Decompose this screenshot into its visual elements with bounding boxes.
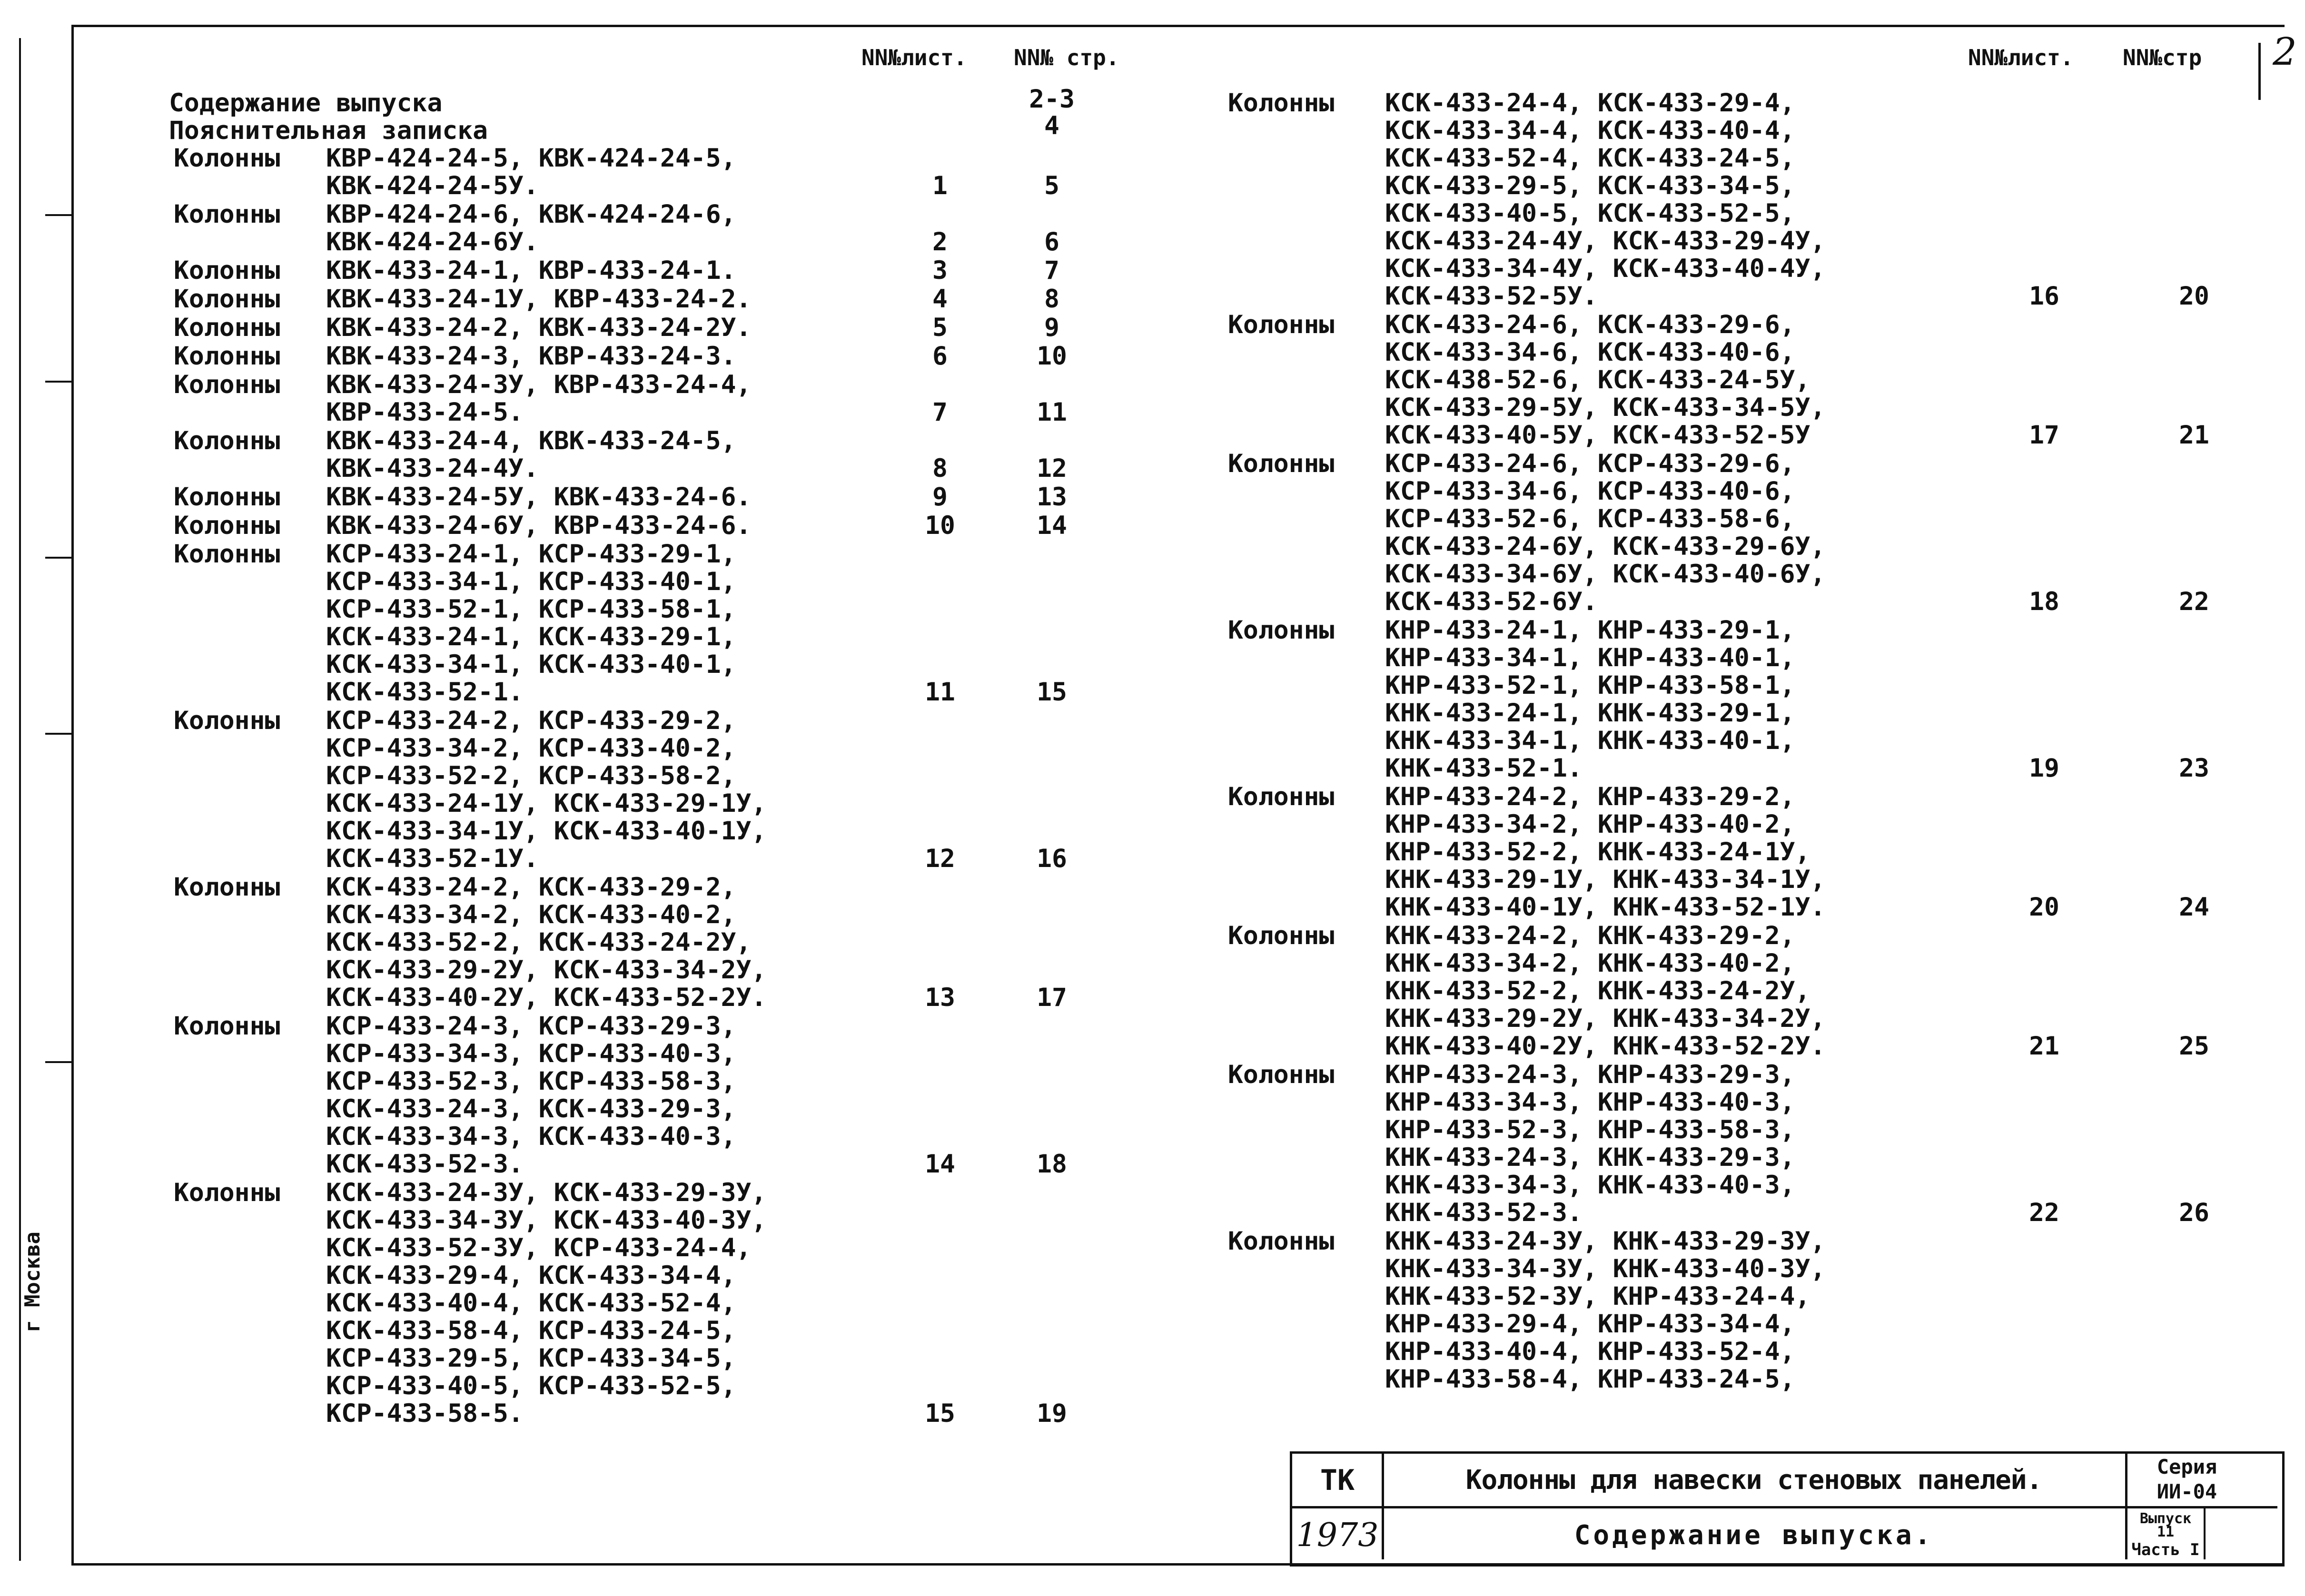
margin-line — [19, 38, 21, 1561]
entry-label: Колонны — [1228, 921, 1335, 950]
entry-line: КВК-433-24-1, КВР-433-24-1. — [326, 256, 736, 285]
entry-line: КСК-433-24-3, КСК-433-29-3, — [326, 1094, 736, 1123]
entry-page-number: 15 — [1037, 678, 1067, 707]
entry-line: КСР-433-34-2, КСР-433-40-2, — [326, 734, 736, 763]
entry-sheet-number: 10 — [925, 511, 955, 540]
entry-line: КНР-433-29-4, КНР-433-34-4, — [1385, 1310, 1795, 1339]
contents-entry — [1228, 311, 2275, 449]
entry-sheet-number: 19 — [2029, 754, 2059, 783]
entry-label: Колонны — [174, 873, 280, 902]
entry-sheet-number: 13 — [925, 983, 955, 1012]
entry-line: КСР-433-58-5. — [326, 1399, 524, 1428]
entry-line: КСК-433-34-3, КСК-433-40-3, — [326, 1122, 736, 1151]
entry-line: КНР-433-34-3, КНР-433-40-3, — [1385, 1088, 1795, 1117]
entry-line: КСК-433-40-5, КСК-433-52-5, — [1385, 199, 1795, 228]
margin-tick — [45, 381, 71, 383]
entry-label: Колонны — [174, 706, 280, 735]
entry-line: КСК-433-52-3. — [326, 1150, 524, 1179]
entry-label: Колонны — [1228, 616, 1335, 645]
margin-city-text: г Москва — [20, 1231, 45, 1332]
entry-line: КСК-433-29-4, КСК-433-34-4, — [326, 1261, 736, 1290]
entry-line: КСК-433-24-6У, КСК-433-29-6У, — [1385, 532, 1826, 561]
contents-entry — [174, 286, 1126, 313]
entry-label: Колонны — [174, 342, 280, 371]
entry-sheet-number: 22 — [2029, 1198, 2059, 1227]
intro-row-note — [169, 117, 488, 145]
entry-page-number: 11 — [1037, 398, 1067, 427]
entry-line: КНР-433-24-3, КНР-433-29-3, — [1385, 1060, 1795, 1089]
entry-line: КСК-433-52-1. — [326, 678, 524, 707]
entry-line: КСР-433-52-2, КСР-433-58-2, — [326, 761, 736, 790]
entry-line: КСК-433-24-4, КСК-433-29-4, — [1385, 89, 1795, 118]
entry-line: КСК-433-40-4, КСК-433-52-4, — [326, 1289, 736, 1318]
left-contents-column — [174, 145, 1126, 1429]
contents-entry — [1228, 922, 2275, 1060]
entry-line: КВК-433-24-5У, КВК-433-24-6. — [326, 483, 752, 512]
entry-line: КСК-433-34-6, КСК-433-40-6, — [1385, 338, 1795, 367]
entry-sheet-number: 8 — [932, 454, 948, 483]
margin-tick — [45, 733, 71, 735]
entry-line: КВР-424-24-6, КВК-424-24-6, — [326, 200, 736, 229]
entry-page-number: 19 — [1037, 1399, 1067, 1428]
entry-line: КНР-433-52-2, КНК-433-24-1У, — [1385, 837, 1810, 867]
top-border — [71, 25, 2285, 27]
entry-line: КНР-433-24-1, КНР-433-29-1, — [1385, 616, 1795, 645]
stamp-part-label: Часть I — [2131, 1540, 2200, 1559]
entry-line: КСК-433-34-3У, КСК-433-40-3У, — [326, 1206, 767, 1235]
entry-label: Колонны — [1228, 310, 1335, 339]
entry-sheet-number: 14 — [925, 1150, 955, 1179]
entry-label: Колонны — [174, 1012, 280, 1041]
entry-line: КСК-433-52-4, КСК-433-24-5, — [1385, 144, 1795, 173]
entry-label: Колонны — [174, 285, 280, 314]
entry-label: Колонны — [174, 426, 280, 455]
entry-sheet-number: 7 — [932, 398, 948, 427]
entry-sheet-number: 20 — [2029, 893, 2059, 922]
entry-line: КСК-433-52-5У. — [1385, 282, 1598, 311]
entry-sheet-number: 3 — [932, 256, 948, 285]
entry-label: Колонны — [174, 370, 280, 399]
left-border — [71, 25, 74, 1566]
entry-page-number: 23 — [2179, 754, 2209, 783]
entry-line: КВК-424-24-5У. — [326, 171, 539, 200]
entry-page-number: 17 — [1037, 983, 1067, 1012]
entry-sheet-number: 17 — [2029, 421, 2059, 450]
entry-line: КНК-433-52-2, КНК-433-24-2У, — [1385, 976, 1810, 1005]
entry-line: КВР-424-24-5, КВК-424-24-5, — [326, 144, 736, 173]
entry-line: КСР-433-34-6, КСР-433-40-6, — [1385, 477, 1795, 506]
entry-label: Колонны — [174, 540, 280, 569]
intro-text: Содержание выпуска — [169, 89, 443, 118]
entry-sheet-number: 9 — [932, 483, 948, 512]
intro-row-contents — [169, 89, 442, 117]
entry-line: КСК-433-58-4, КСР-433-24-5, — [326, 1316, 736, 1345]
entry-line: КСР-433-29-5, КСР-433-34-5, — [326, 1344, 736, 1373]
contents-entry — [174, 201, 1126, 256]
contents-entry — [174, 483, 1126, 511]
stamp-issue-label: Выпуск — [2139, 1510, 2192, 1527]
entry-page-number: 14 — [1037, 511, 1067, 540]
entry-page-number: 20 — [2179, 282, 2209, 311]
entry-line: КНК-433-40-1У, КНК-433-52-1У. — [1385, 893, 1826, 922]
contents-entry — [174, 1179, 1126, 1428]
entry-line: КСР-433-52-1, КСР-433-58-1, — [326, 595, 736, 624]
stamp-title: Колонны для навески стеновых панелей. — [1465, 1465, 2042, 1496]
entry-page-number: 7 — [1044, 256, 1059, 285]
entry-line: КСК-433-29-5, КСК-433-34-5, — [1385, 171, 1795, 200]
stamp-issue-value: 11 — [2157, 1524, 2175, 1540]
page-column-header-right: NN№стр — [2123, 45, 2202, 70]
entry-label: Колонны — [174, 313, 280, 342]
contents-entry — [1228, 1061, 2275, 1227]
stamp-series-value: ИИ-04 — [2157, 1480, 2217, 1503]
entry-page-number: 10 — [1037, 342, 1067, 371]
sheet-column-header-right: NN№лист. — [1968, 45, 2074, 70]
entry-page-number: 8 — [1044, 285, 1059, 314]
stamp-divider — [1382, 1454, 1384, 1559]
entry-line: КВК-433-24-2, КВК-433-24-2У. — [326, 313, 752, 342]
entry-line: КНК-433-34-1, КНК-433-40-1, — [1385, 726, 1795, 755]
entry-label: Колонны — [1228, 1060, 1335, 1089]
entry-sheet-number: 5 — [932, 313, 948, 342]
entry-page-number: 22 — [2179, 587, 2209, 616]
entry-line: КСК-433-34-6У, КСК-433-40-6У, — [1385, 560, 1826, 589]
entry-label: Колонны — [174, 200, 280, 229]
entry-line: КСК-433-24-1, КСК-433-29-1, — [326, 622, 736, 651]
entry-line: КНК-433-52-1. — [1385, 754, 1583, 783]
entry-line: КНР-433-40-4, КНР-433-52-4, — [1385, 1337, 1795, 1366]
entry-line: КНК-433-24-3, КНК-433-29-3, — [1385, 1143, 1795, 1172]
contents-entry — [174, 257, 1126, 285]
entry-line: КСК-433-52-1У. — [326, 844, 539, 873]
title-block — [1290, 1451, 2285, 1566]
entry-line: КСК-433-24-1У, КСК-433-29-1У, — [326, 789, 767, 818]
entry-label: Колонны — [174, 144, 280, 173]
entry-line: КСР-433-34-1, КСР-433-40-1, — [326, 567, 736, 596]
entry-line: КСР-433-52-3, КСР-433-58-3, — [326, 1067, 736, 1096]
entry-label: Колонны — [174, 511, 280, 540]
entry-line: КСР-433-24-3, КСР-433-29-3, — [326, 1012, 736, 1041]
entry-line: КНК-433-34-2, КНК-433-40-2, — [1385, 949, 1795, 978]
entry-line: КСК-433-29-2У, КСК-433-34-2У, — [326, 956, 767, 985]
entry-sheet-number: 4 — [932, 285, 948, 314]
entry-line: КНР-433-24-2, КНР-433-29-2, — [1385, 782, 1795, 811]
right-contents-column — [1228, 89, 2275, 1394]
entry-sheet-number: 12 — [925, 844, 955, 873]
entry-line: КСК-433-29-5У, КСК-433-34-5У, — [1385, 393, 1826, 422]
entry-label: Колонны — [174, 483, 280, 512]
entry-sheet-number: 18 — [2029, 587, 2059, 616]
entry-line: КСР-433-24-2, КСР-433-29-2, — [326, 706, 736, 735]
entry-line: КСК-433-40-5У, КСК-433-52-5У — [1385, 421, 1810, 450]
entry-page-number: 6 — [1044, 227, 1059, 256]
entry-page-number: 21 — [2179, 421, 2209, 450]
margin-tick — [45, 557, 71, 559]
entry-line: КНК-433-34-3, КНК-433-40-3, — [1385, 1171, 1795, 1200]
entry-line: КСК-433-40-2У, КСК-433-52-2У. — [326, 983, 767, 1012]
intro-text: Пояснительная записка — [169, 116, 488, 145]
entry-line: КВР-433-24-5. — [326, 398, 524, 427]
contents-entry — [1228, 617, 2275, 782]
entry-line: КСК-433-24-3У, КСК-433-29-3У, — [326, 1178, 767, 1207]
stamp-year: 1973 — [1296, 1517, 1379, 1554]
entry-line: КНР-433-34-1, КНР-433-40-1, — [1385, 643, 1795, 672]
entry-line: КСК-433-24-2, КСК-433-29-2, — [326, 873, 736, 902]
entry-line: КНК-433-29-2У, КНК-433-34-2У, — [1385, 1004, 1826, 1033]
entry-line: КВК-424-24-6У. — [326, 227, 539, 256]
contents-entry — [174, 707, 1126, 873]
stamp-subtitle: Содержание выпуска. — [1574, 1520, 1934, 1551]
entry-sheet-number: 11 — [925, 678, 955, 707]
contents-entry — [174, 371, 1126, 426]
contents-entry — [1228, 450, 2275, 616]
contents-entry — [174, 343, 1126, 370]
entry-line: КСР-433-34-3, КСР-433-40-3, — [326, 1039, 736, 1068]
entry-page-number: 18 — [1037, 1150, 1067, 1179]
entry-page-number: 24 — [2179, 893, 2209, 922]
stamp-series-label: Серия — [2157, 1455, 2217, 1478]
contents-entry — [174, 145, 1126, 200]
entry-label: Колонны — [1228, 89, 1335, 118]
margin-tick — [45, 1061, 71, 1063]
entry-page-number: 12 — [1037, 454, 1067, 483]
stamp-org: ТК — [1320, 1464, 1355, 1497]
entry-page-number: 16 — [1037, 844, 1067, 873]
contents-entry — [174, 314, 1126, 342]
entry-line: КНР-433-52-1, КНР-433-58-1, — [1385, 671, 1795, 700]
entry-sheet-number: 15 — [925, 1399, 955, 1428]
stamp-divider — [1292, 1506, 2277, 1508]
entry-page-number: 26 — [2179, 1198, 2209, 1227]
entry-line: КНР-433-34-2, КНР-433-40-2, — [1385, 810, 1795, 839]
entry-sheet-number: 16 — [2029, 282, 2059, 311]
entry-line: КВК-433-24-6У, КВР-433-24-6. — [326, 511, 752, 540]
entry-line: КСК-433-34-4У, КСК-433-40-4У, — [1385, 254, 1826, 283]
stamp-divider — [2204, 1507, 2206, 1559]
entry-line: КВК-433-24-3У, КВР-433-24-4, — [326, 370, 752, 399]
entry-line: КВК-433-24-3, КВР-433-24-3. — [326, 342, 736, 371]
entry-line: КСК-433-34-4, КСК-433-40-4, — [1385, 116, 1795, 145]
contents-entry — [1228, 89, 2275, 310]
entry-line: КСК-433-34-2, КСК-433-40-2, — [326, 900, 736, 929]
contents-entry — [1228, 1228, 2275, 1393]
margin-tick — [45, 214, 71, 216]
entry-label: Колонны — [174, 1178, 280, 1207]
contents-entry — [174, 512, 1126, 540]
entry-line: КВК-433-24-4, КВК-433-24-5, — [326, 426, 736, 455]
entry-page-number: 9 — [1044, 313, 1059, 342]
entry-label: Колонны — [1228, 449, 1335, 478]
page-column-header: NN№ стр. — [1014, 45, 1119, 70]
entry-sheet-number: 2 — [932, 227, 948, 256]
entry-line: КВК-433-24-4У. — [326, 454, 539, 483]
entry-page-number: 13 — [1037, 483, 1067, 512]
entry-line: КСК-433-34-1, КСК-433-40-1, — [326, 650, 736, 679]
entry-line: КСК-433-24-4У, КСК-433-29-4У, — [1385, 227, 1826, 256]
entry-sheet-number: 1 — [932, 171, 948, 200]
entry-line: КСК-438-52-6, КСК-433-24-5У, — [1385, 365, 1810, 394]
entry-line: КСР-433-52-6, КСР-433-58-6, — [1385, 504, 1795, 533]
stamp-divider — [2125, 1454, 2127, 1559]
contents-entry — [1228, 783, 2275, 921]
entry-line: КСК-433-52-3У, КСР-433-24-4, — [326, 1233, 752, 1262]
entry-line: КНК-433-24-3У, КНК-433-29-3У, — [1385, 1227, 1826, 1256]
entry-label: Колонны — [174, 256, 280, 285]
entry-line: КНК-433-52-3У, КНР-433-24-4, — [1385, 1282, 1810, 1311]
entry-line: КСР-433-24-6, КСР-433-29-6, — [1385, 449, 1795, 478]
entry-line: КСР-433-40-5, КСР-433-52-5, — [326, 1371, 736, 1400]
entry-line: КНК-433-24-2, КНК-433-29-2, — [1385, 921, 1795, 950]
entry-line: КСК-433-52-2, КСК-433-24-2У, — [326, 928, 752, 957]
entry-page-number: 5 — [1044, 171, 1059, 200]
sheet-column-header: NN№лист. — [861, 45, 967, 70]
entry-page-number: 25 — [2179, 1032, 2209, 1061]
entry-line: КСК-433-34-1У, КСК-433-40-1У, — [326, 817, 767, 846]
entry-sheet-number: 21 — [2029, 1032, 2059, 1061]
entry-line: КНК-433-40-2У, КНК-433-52-2У. — [1385, 1032, 1826, 1061]
entry-line: КСК-433-52-6У. — [1385, 587, 1598, 616]
contents-entry — [174, 541, 1126, 706]
intro-page: 4 — [1044, 111, 1059, 140]
entry-line: КСК-433-24-6, КСК-433-29-6, — [1385, 310, 1795, 339]
entry-line: КНК-433-52-3. — [1385, 1198, 1583, 1227]
entry-line: КСР-433-24-1, КСР-433-29-1, — [326, 540, 736, 569]
contents-entry — [174, 427, 1126, 483]
entry-line: КНК-433-34-3У, КНК-433-40-3У, — [1385, 1254, 1826, 1283]
entry-label: Колонны — [1228, 1227, 1335, 1256]
contents-entry — [174, 874, 1126, 1012]
page-number: 2 — [2273, 30, 2297, 74]
entry-sheet-number: 6 — [932, 342, 948, 371]
entry-line: КНК-433-24-1, КНК-433-29-1, — [1385, 699, 1795, 728]
entry-line: КНК-433-29-1У, КНК-433-34-1У, — [1385, 865, 1826, 894]
entry-line: КНР-433-52-3, КНР-433-58-3, — [1385, 1115, 1795, 1144]
entry-line: КВК-433-24-1У, КВР-433-24-2. — [326, 285, 752, 314]
contents-entry — [174, 1013, 1126, 1178]
intro-page: 2-3 — [1029, 85, 1075, 114]
entry-line: КНР-433-58-4, КНР-433-24-5, — [1385, 1365, 1795, 1394]
entry-label: Колонны — [1228, 782, 1335, 811]
